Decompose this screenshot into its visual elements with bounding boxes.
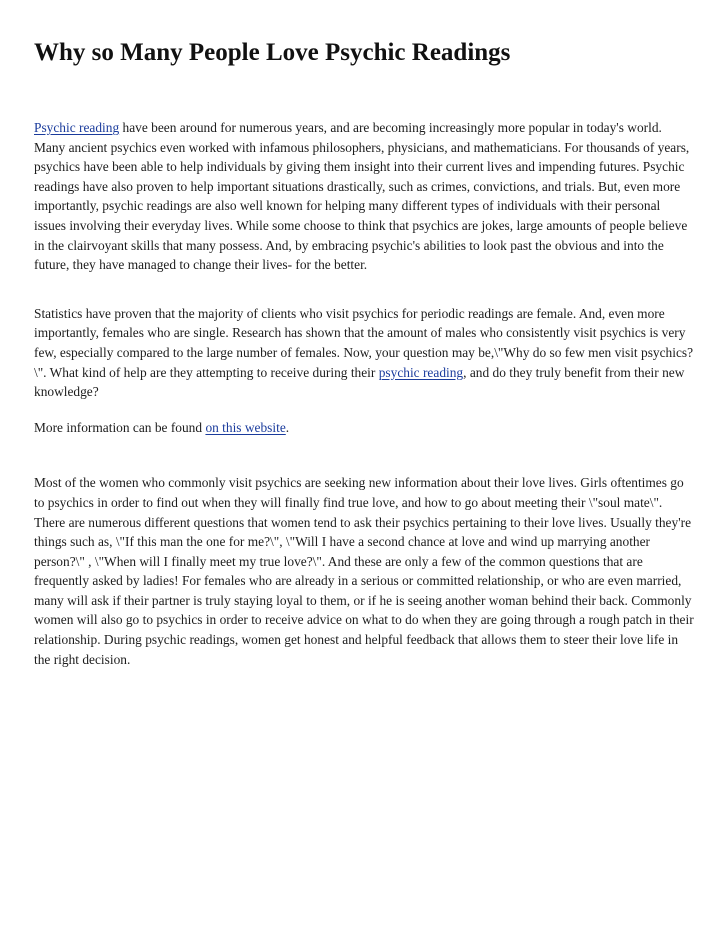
website-link[interactable]: on this website xyxy=(205,419,286,435)
paragraph-more-info xyxy=(34,418,694,438)
document-page xyxy=(34,36,694,669)
article-title: Why so Many People Love Psychic Readings xyxy=(34,39,511,66)
paragraph-statistics xyxy=(34,304,694,402)
paragraph-statistics-text-after: , and do they truly benefit from their new knowledge? xyxy=(34,364,685,400)
psychic-reading-link-intro[interactable]: Psychic reading xyxy=(34,120,120,135)
paragraph-statistics-text-before: Statistics have proven that the majority of clients who visit psychics for periodic readings are female. And, even more importantly, females who are single. Research has shown that the amount of males who consistently visit psychics is very few, especially compared to the large number of females. Now, your question may be,\"Why do so few men visit psychics?\". What kind of help are they attempting to receive during their xyxy=(34,305,694,380)
psychic-reading-link-statistics[interactable]: psychic reading xyxy=(378,364,464,380)
paragraph-history-text: have been around for numerous years, and are becoming increasingly more popular in today's world. Many ancient psychics even worked with infamous philosophers, physicians, and mathematicians. For thousands of years, psychics have been able to help individuals by giving them insight into their current lives and impending futures. Psychic readings have also proven to help important situations drastically, such as crimes, convictions, and trials. But, even more importantly, psychic readings are also well known for helping many different types of individuals with their personal issues involving their everyday lives. While some choose to think that psychics are jokes, large amounts of people believe in the clairvoyant skills that many possess. And, by embracing psychic's abilities to look past the obvious and into the future, they have managed to change their lives- for the better. xyxy=(34,120,690,273)
paragraph-love-lives: Most of the women who commonly visit psychics are seeking new information about their love lives. Girls oftentimes go to psychics in order to find out when they will finally find true love, and how to go about meeting their \"soul mate\". There are numerous different questions that women tend to ask their psychics pertaining to their love lives. Usually they're things such as, \"If this man the one for me?\", \"Will I have a second chance at love and wind up marrying another person?\" , \"When will I finally meet my true love?\". And these are only a few of the common questions that are frequently asked by ladies! For females who are already in a serious or committed relationship, or who are even married, many will ask if their partner is truly staying loyal to them, or if he is seeing another woman behind their back. Commonly women will also go to psychics in order to receive advice on what to do when they are going through a rough patch in their relationship. During psychic readings, women get honest and helpful feedback that allows them to steer their love life in the right decision. xyxy=(34,475,694,667)
more-info-text-after: . xyxy=(285,419,290,435)
paragraph-history xyxy=(34,118,694,275)
more-info-text-before: More information can be found xyxy=(34,419,206,435)
